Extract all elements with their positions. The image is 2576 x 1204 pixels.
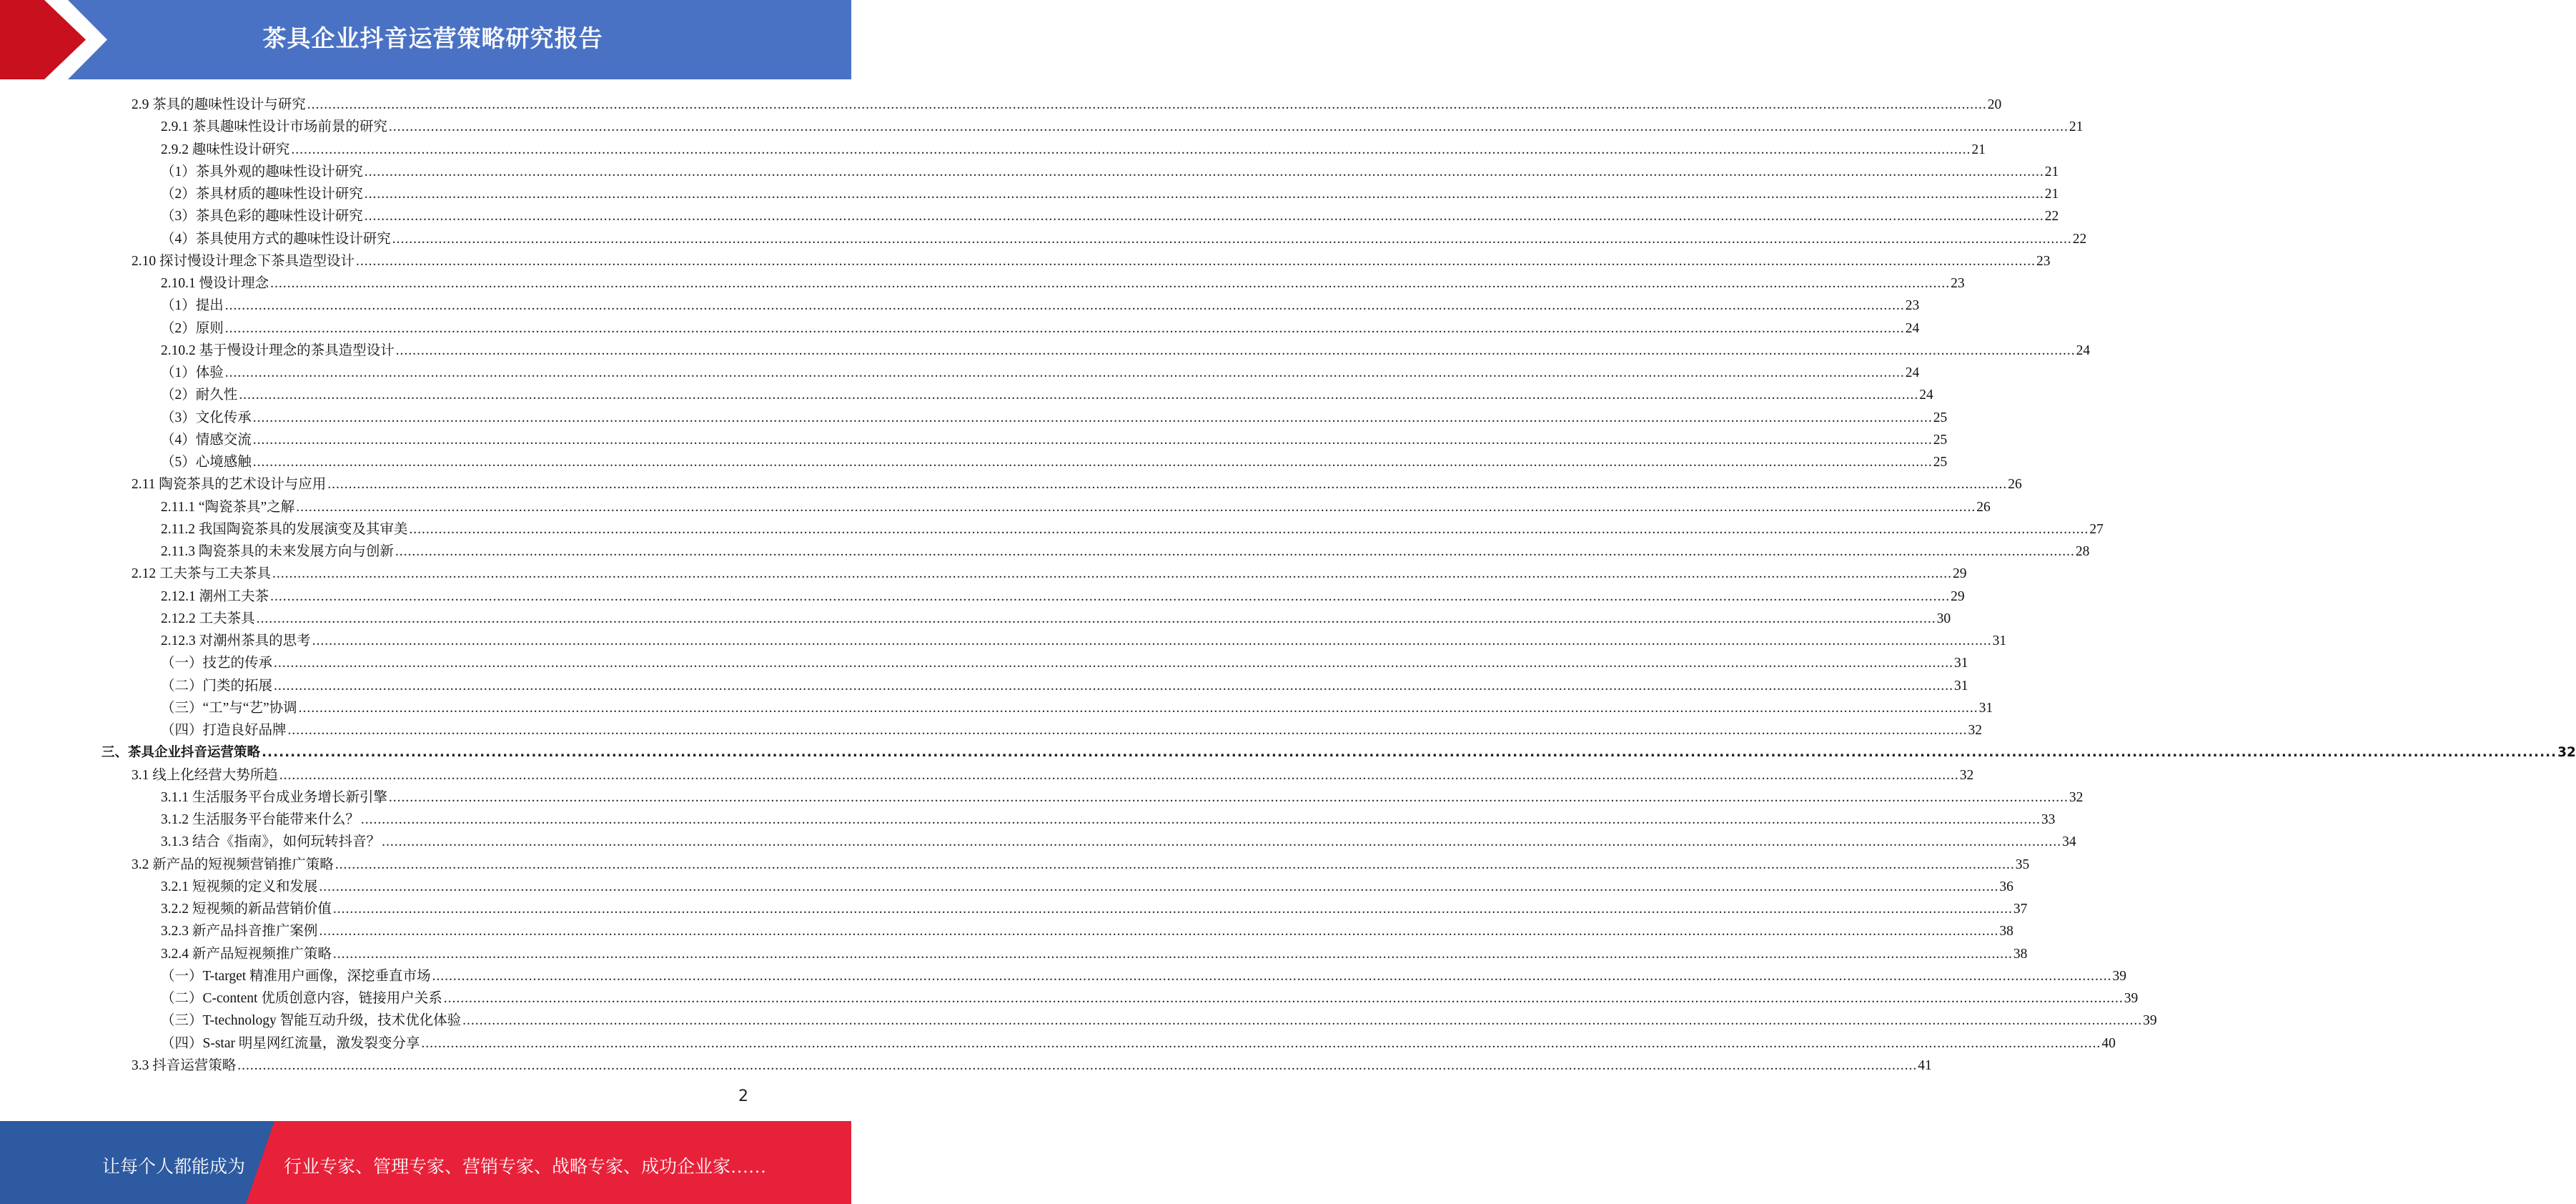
toc-entry-title: （5）心境感触 [161, 455, 252, 470]
toc-leader-dots: ................................................................................................................................................................................................................................................................................................................................................................................................................ [252, 410, 1933, 425]
toc-entry-page: 31 [1954, 678, 1968, 694]
toc-entry-page: 21 [2069, 119, 2084, 135]
toc-entry-title: 2.9.2 趣味性设计研究 [161, 142, 290, 157]
toc-leader-dots: ................................................................................................................................................................................................................................................................................................................................................................................................................ [239, 388, 1919, 403]
toc-entry-title: （3）茶具色彩的趣味性设计研究 [161, 209, 363, 224]
toc-leader-dots: ................................................................................................................................................................................................................................................................................................................................................................................................................ [298, 700, 1978, 716]
toc-leader-dots: ................................................................................................................................................................................................................................................................................................................................................................................................................ [432, 968, 2112, 984]
toc-entry-page: 28 [2075, 544, 2090, 559]
toc-entry[interactable] [161, 985, 2139, 1007]
toc-entry-page: 34 [2062, 834, 2076, 850]
toc-entry-title: （1）体验 [161, 365, 224, 380]
document-title: 茶具企业抖音运营策略研究报告 [262, 24, 603, 52]
toc-entry[interactable] [161, 717, 1983, 739]
toc-entry-title: （4）情感交流 [161, 432, 252, 448]
toc-leader-dots: ................................................................................................................................................................................................................................................................................................................................................................................................................ [270, 276, 1951, 291]
toc-entry[interactable] [161, 673, 1968, 695]
toc-entry-page: 24 [2076, 342, 2091, 358]
toc-entry-page: 25 [1933, 455, 1948, 470]
toc-entry-page: 31 [1978, 700, 1993, 716]
toc-entry-page: 38 [1999, 924, 2013, 939]
toc-entry-page: 21 [2044, 187, 2059, 202]
toc-entry[interactable] [161, 181, 2059, 203]
toc-entry[interactable] [161, 137, 1986, 159]
toc-entry-title: （四）打造良好品牌 [161, 723, 287, 738]
toc-leader-dots: ................................................................................................................................................................................................................................................................................................................................................................................................................ [462, 1013, 2143, 1029]
toc-entry[interactable] [132, 92, 2002, 114]
toc-entry[interactable] [101, 739, 2576, 761]
toc-entry-title: 2.10 探讨慢设计理念下茶具造型设计 [132, 253, 355, 269]
toc-entry-page: 32 [2069, 789, 2084, 805]
toc-entry-page: 35 [2015, 857, 2030, 872]
toc-entry-page: 26 [1976, 499, 1991, 515]
toc-entry-title: 2.12.1 潮州工夫茶 [161, 588, 269, 604]
toc-entry-page: 32 [1968, 723, 1983, 738]
toc-entry[interactable] [161, 874, 2013, 896]
toc-leader-dots: ................................................................................................................................................................................................................................................................................................................................................................................................................ [392, 231, 2072, 247]
toc-entry-title: （3）文化传承 [161, 410, 252, 425]
toc-entry-page: 24 [1919, 388, 1933, 403]
toc-entry-title: （4）茶具使用方式的趣味性设计研究 [161, 231, 391, 247]
toc-entry-page: 21 [2044, 164, 2059, 179]
toc-entry[interactable] [161, 449, 1948, 471]
toc-entry-page: 29 [1951, 588, 1965, 604]
toc-entry-page: 24 [1905, 320, 1920, 336]
toc-entry-title: （三）T-technology 智能互动升级，技术优化体验 [161, 1013, 462, 1029]
toc-leader-dots: ................................................................................................................................................................................................................................................................................................................................................................................................................ [296, 499, 1976, 515]
toc-entry[interactable] [161, 829, 2076, 851]
toc-entry-title: （1）提出 [161, 298, 224, 314]
page-footer [0, 1121, 851, 1204]
toc-entry-page: 37 [2013, 902, 2028, 917]
toc-leader-dots: ................................................................................................................................................................................................................................................................................................................................................................................................................ [252, 432, 1933, 448]
toc-leader-dots: ................................................................................................................................................................................................................................................................................................................................................................................................................ [388, 789, 2069, 805]
toc-entry-page: 23 [1951, 276, 1965, 291]
toc-entry-title: （二）门类的拓展 [161, 678, 273, 694]
toc-entry[interactable] [161, 650, 1968, 672]
toc-leader-dots: ................................................................................................................................................................................................................................................................................................................................................................................................................ [272, 566, 1953, 582]
toc-entry[interactable] [161, 1007, 2157, 1030]
toc-entry-page: 29 [1953, 566, 1967, 582]
toc-entry-page: 27 [2089, 521, 2104, 537]
toc-leader-dots: ................................................................................................................................................................................................................................................................................................................................................................................................................ [312, 633, 1992, 648]
toc-entry[interactable] [161, 226, 2087, 248]
toc-entry-page: 41 [1918, 1057, 1932, 1073]
toc-leader-dots: ................................................................................................................................................................................................................................................................................................................................................................................................................ [332, 902, 2013, 917]
toc-entry-page: 22 [2044, 209, 2059, 224]
toc-entry-title: （一）T-target 精准用户画像，深挖垂直市场 [161, 968, 431, 984]
toc-entry-title: （四）S-star 明星网红流量，激发裂变分享 [161, 1035, 420, 1051]
toc-entry-title: 3.2.4 新产品短视频推广策略 [161, 946, 332, 962]
toc-entry-title: 2.11.2 我国陶瓷茶具的发展演变及其审美 [161, 521, 408, 537]
toc-leader-dots: ................................................................................................................................................................................................................................................................................................................................................................................................................ [332, 946, 2013, 962]
toc-entry[interactable] [161, 628, 2007, 650]
toc-entry-page: 32 [1959, 767, 1974, 783]
toc-entry-title: （2）茶具材质的趣味性设计研究 [161, 187, 363, 202]
toc-leader-dots: ................................................................................................................................................................................................................................................................................................................................................................................................................ [274, 656, 1954, 671]
toc-leader-dots: ................................................................................................................................................................................................................................................................................................................................................................................................................ [395, 544, 2075, 559]
toc-entry-title: 3.2.3 新产品抖音推广案例 [161, 924, 318, 939]
toc-entry-title: 2.9.1 茶具趣味性设计市场前景的研究 [161, 119, 387, 135]
toc-entry[interactable] [161, 896, 2028, 918]
toc-entry-page: 23 [2036, 253, 2051, 269]
toc-entry[interactable] [132, 852, 2030, 874]
toc-entry-title: 3.1.2 生活服务平台能带来什么？ [161, 812, 360, 827]
toc-entry-page: 39 [2143, 1013, 2157, 1029]
toc-entry[interactable] [161, 114, 2084, 136]
toc-entry-title: 3.1 线上化经营大势所趋 [132, 767, 278, 783]
toc-entry-title: 3.3 抖音运营策略 [132, 1057, 237, 1073]
toc-entry-title: 2.11.3 陶瓷茶具的未来发展方向与创新 [161, 544, 394, 559]
toc-entry[interactable] [161, 806, 2056, 829]
toc-entry-page: 20 [1987, 97, 2002, 112]
toc-leader-dots: ................................................................................................................................................................................................................................................................................................................................................................................................................ [287, 723, 1968, 738]
toc-entry[interactable] [161, 203, 2059, 225]
toc-entry[interactable] [161, 382, 1933, 404]
toc-leader-dots: ................................................................................................................................................................................................................................................................................................................................................................................................................ [319, 879, 1999, 894]
toc-entry[interactable] [132, 561, 1967, 583]
toc-leader-dots: ................................................................................................................................................................................................................................................................................................................................................................................................................ [252, 455, 1933, 470]
toc-entry[interactable] [161, 315, 1920, 337]
toc-entry-page: 25 [1933, 410, 1948, 425]
toc-entry[interactable] [161, 270, 1965, 292]
toc-leader-dots: ................................................................................................................................................................................................................................................................................................................................................................................................................ [409, 521, 2089, 537]
toc-leader-dots: ................................................................................................................................................................................................................................................................................................................................................................................................................ [327, 477, 2008, 493]
toc-entry-title: 3.2 新产品的短视频营销推广策略 [132, 857, 334, 872]
toc-entry[interactable] [161, 941, 2028, 963]
toc-entry-page: 26 [2008, 477, 2022, 493]
toc-entry-title: 2.11 陶瓷茶具的艺术设计与应用 [132, 477, 327, 493]
toc-entry[interactable] [161, 360, 1920, 382]
toc-entry[interactable] [161, 516, 2104, 538]
toc-entry-title: （1）茶具外观的趣味性设计研究 [161, 164, 363, 179]
toc-leader-dots: ................................................................................................................................................................................................................................................................................................................................................................................................................ [291, 142, 1971, 157]
toc-entry-title: （二）C-content 优质创意内容，链接用户关系 [161, 991, 442, 1006]
toc-entry[interactable] [161, 1030, 2116, 1052]
toc-leader-dots: ................................................................................................................................................................................................................................................................................................................................................................................................................ [364, 209, 2044, 224]
toc-entry-page: 40 [2101, 1035, 2116, 1051]
toc-entry-title: 3.1.3 结合《指南》，如何玩转抖音？ [161, 834, 381, 850]
toc-leader-dots: ................................................................................................................................................................................................................................................................................................................................................................................................................ [335, 857, 2015, 872]
toc-entry-title: 三、茶具企业抖音运营策略 [101, 745, 261, 761]
toc-leader-dots: ................................................................................................................................................................................................................................................................................................................................................................................................................ [319, 924, 1999, 939]
toc-entry-page: 39 [2124, 991, 2139, 1006]
toc-entry-page: 30 [1936, 611, 1951, 626]
toc-entry-page: 24 [1905, 365, 1920, 380]
toc-entry[interactable] [132, 248, 2051, 270]
toc-entry[interactable] [161, 784, 2084, 806]
toc-entry[interactable] [161, 963, 2127, 985]
toc-leader-dots: ................................................................................................................................................................................................................................................................................................................................................................................................................ [224, 298, 1905, 314]
toc-entry-title: 2.12 工夫茶与工夫茶具 [132, 566, 272, 582]
toc-entry-title: 2.10.2 基于慢设计理念的茶具造型设计 [161, 342, 395, 358]
toc-leader-dots: ................................................................................................................................................................................................................................................................................................................................................................................................................ [421, 1035, 2101, 1051]
toc-leader-dots: ................................................................................................................................................................................................................................................................................................................................................................................................................ [270, 588, 1951, 604]
toc-entry-title: 3.1.1 生活服务平台成业务增长新引擎 [161, 789, 387, 805]
toc-entry-title: 3.2.2 短视频的新品营销价值 [161, 902, 332, 917]
toc-leader-dots: ................................................................................................................................................................................................................................................................................................................................................................................................................ [274, 678, 1954, 694]
toc-entry[interactable] [132, 1052, 1932, 1075]
toc-entry-title: 2.11.1 “陶瓷茶具”之解 [161, 499, 295, 515]
toc-entry-page: 31 [1954, 656, 1968, 671]
footer-slogan-right: 行业专家、管理专家、营销专家、战略专家、成功企业家…… [284, 1158, 767, 1177]
toc-leader-dots: ................................................................................................................................................................................................................................................................................................................................................................................................................ [382, 834, 2062, 850]
toc-leader-dots: ................................................................................................................................................................................................................................................................................................................................................................................................................ [356, 253, 2036, 269]
toc-entry-title: （三）“工”与“艺”协调 [161, 700, 297, 716]
toc-entry[interactable] [161, 292, 1920, 315]
toc-leader-dots: ................................................................................................................................................................................................................................................................................................................................................................................................................ [443, 991, 2124, 1006]
page-number: 2 [738, 1087, 748, 1105]
toc-entry[interactable] [161, 538, 2090, 561]
toc-leader-dots: ................................................................................................................................................................................................................................................................................................................................................................................................................ [224, 320, 1905, 336]
toc-entry[interactable] [161, 427, 1948, 449]
toc-entry-page: 21 [1971, 142, 1986, 157]
toc-leader-dots: ................................................................................................................................................................................................................................................................................................................................................................................................................ [307, 97, 1987, 112]
toc-entry[interactable] [132, 762, 1974, 784]
toc-entry-title: 2.9 茶具的趣味性设计与研究 [132, 97, 306, 112]
toc-entry[interactable] [161, 695, 1993, 717]
toc-entry-page: 31 [1992, 633, 2007, 648]
toc-entry-page: 39 [2112, 968, 2127, 984]
toc-entry[interactable] [132, 471, 2022, 493]
toc-entry-title: 2.10.1 慢设计理念 [161, 276, 269, 291]
toc-entry-page: 33 [2041, 812, 2056, 827]
toc-entry-title: 2.12.2 工夫茶具 [161, 611, 255, 626]
toc-entry-page: 32 [2557, 745, 2576, 761]
toc-entry[interactable] [161, 159, 2059, 181]
toc-leader-dots: ................................................................................................................................................................................................................................................................................................................................................................................................................ [360, 812, 2041, 827]
toc-leader-dots: ................................................................................................................................................................................................................................................................................................................................................................................................................ [395, 342, 2076, 358]
toc-entry-title: 2.12.3 对潮州茶具的思考 [161, 633, 311, 648]
toc-leader-dots: ................................................................................................................................................................................................................................................................................................................................................................................................................ [388, 119, 2069, 135]
toc-leader-dots: ................................................................................................................................................................................................................................................................................................................................................................................................................ [224, 365, 1905, 380]
toc-entry-title: 3.2.1 短视频的定义和发展 [161, 879, 318, 894]
toc-entry-title: （2）原则 [161, 320, 224, 336]
toc-entry[interactable] [161, 918, 2013, 940]
toc-entry-page: 25 [1933, 432, 1948, 448]
toc-leader-dots: ................................................................................................................................................................................................................................................................................................................................................................................................................ [237, 1057, 1918, 1073]
toc-entry[interactable] [161, 606, 1951, 628]
toc-entry[interactable] [161, 494, 1991, 516]
toc-leader-dots: ................................................................................................................................................................................................................................................................................................................................................................................................................ [262, 745, 2557, 761]
toc-leader-dots: ................................................................................................................................................................................................................................................................................................................................................................................................................ [279, 767, 1959, 783]
toc-entry-page: 36 [1999, 879, 2013, 894]
toc-entry-title: （2）耐久性 [161, 388, 238, 403]
toc-leader-dots: ................................................................................................................................................................................................................................................................................................................................................................................................................ [364, 187, 2044, 202]
page-header [0, 0, 851, 79]
toc-entry-title: （一）技艺的传承 [161, 656, 273, 671]
toc-leader-dots: ................................................................................................................................................................................................................................................................................................................................................................................................................ [364, 164, 2044, 179]
toc-entry[interactable] [161, 583, 1965, 606]
toc-entry-page: 38 [2013, 946, 2028, 962]
toc-leader-dots: ................................................................................................................................................................................................................................................................................................................................................................................................................ [256, 611, 1936, 626]
toc-entry-page: 23 [1905, 298, 1920, 314]
toc-entry-page: 22 [2072, 231, 2087, 247]
toc-entry[interactable] [161, 405, 1948, 427]
footer-slogan-left: 让每个人都能成为 [102, 1158, 246, 1177]
toc-entry[interactable] [161, 337, 2091, 360]
